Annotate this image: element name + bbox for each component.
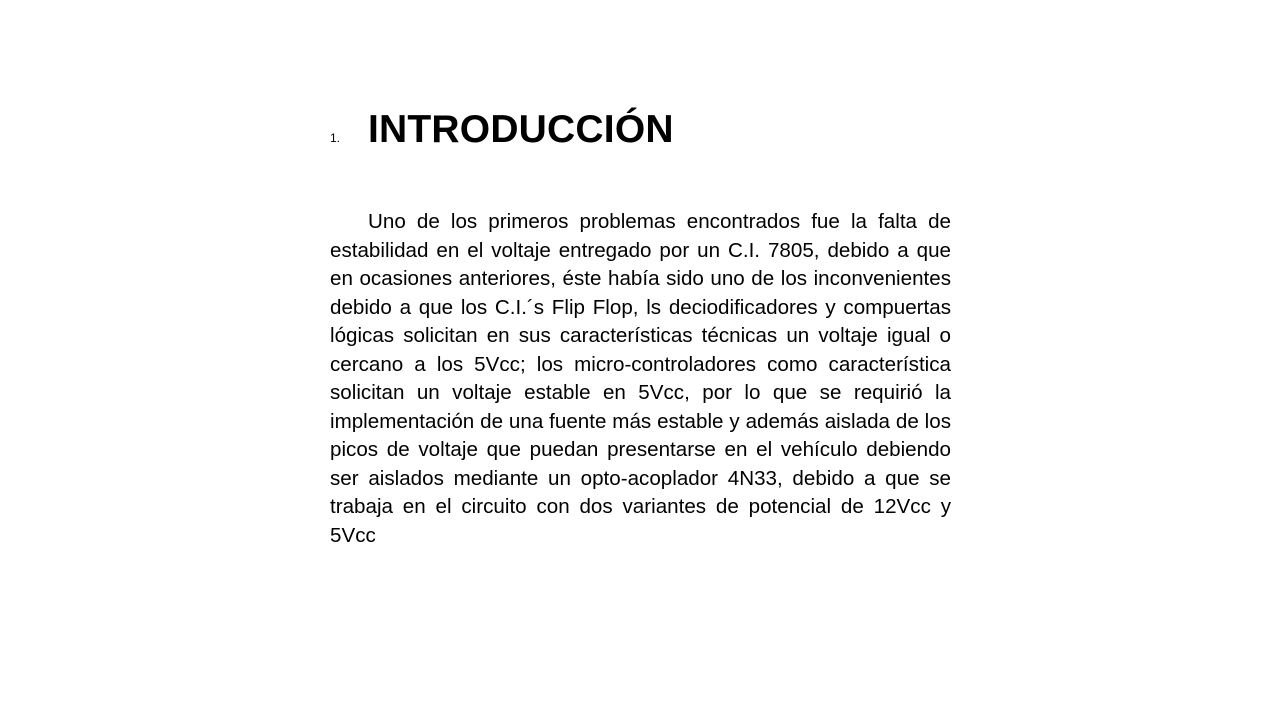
body-paragraph: Uno de los primeros problemas encontrados fue la falta de estabilidad en el voltaje entregado por un C.I. 7805, debido a que en ocasiones anteriores, éste había sido uno de los inconvenientes debido a que los C.I.´s Flip Flop, ls deciodificadores y compuertas lógicas solicitan en sus características técnicas un voltaje igual o cercano a los 5Vcc; los micro-controladores como característica solicitan un voltaje estable en 5Vcc, por lo que se requirió la implementación de una fuente más estable y además aislada de los picos de voltaje que puedan presentarse en el vehículo debiendo ser aislados mediante un opto-acoplador 4N33, debido a que se trabaja en el circuito con dos variantes de potencial de 12Vcc y 5Vcc <box>330 210 951 547</box>
section-title: INTRODUCCIÓN <box>368 108 674 151</box>
section-number: 1. <box>330 131 341 145</box>
section-heading <box>330 108 674 152</box>
